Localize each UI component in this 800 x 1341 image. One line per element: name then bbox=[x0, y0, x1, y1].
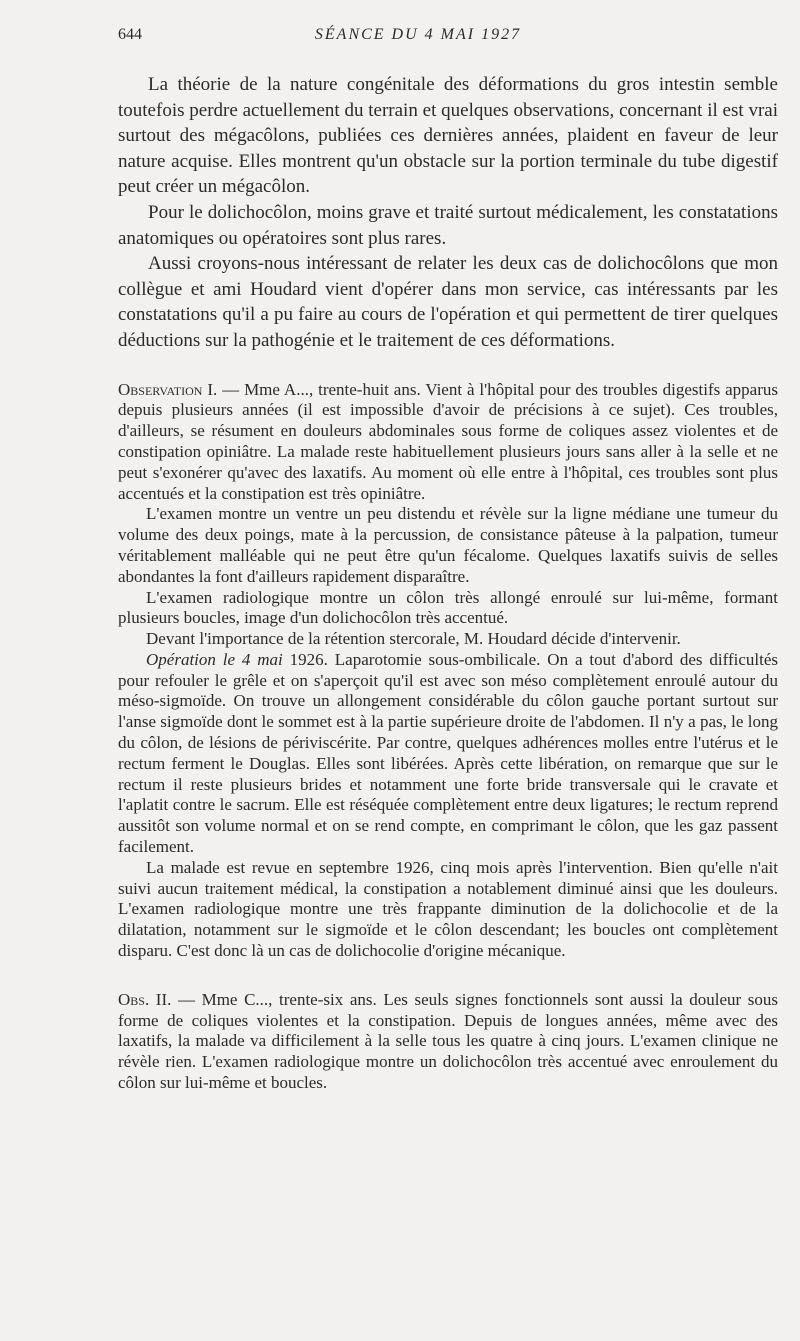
intro-paragraph: Pour le dolichocôlon, moins grave et traité surtout médicalement, les constatations anatomiques ou opératoires sont plus rares. bbox=[118, 201, 778, 249]
observation-2-label: Obs. II. bbox=[118, 989, 172, 1009]
observation-paragraph: La malade est revue en septembre 1926, cinq mois après l'intervention. Bien qu'elle n'ait suivi aucun traitement médical, la constipation a notablement diminué ainsi que les douleurs. L'examen radiologique montre une très frappante diminution de la dolichocolie et de la dilatation, notamment sur le sigmoïde et le côlon descendant; les boucles ont complètement disparu. C'est donc là un cas de dolichocolie d'origine mécanique. bbox=[118, 857, 778, 961]
introduction bbox=[118, 72, 778, 354]
observation-1-intro bbox=[118, 380, 778, 505]
intro-paragraph: La théorie de la nature congénitale des déformations du gros intestin semble toutefois perdre actuellement du terrain et quelques observations, concernant il est vrai surtout des mégacôlons, publiées ces dernières années, plaident en faveur de leur nature acquise. Elles montrent qu'un obstacle sur la portion terminale du tube digestif peut créer un mégacôlon. bbox=[118, 74, 778, 198]
observation-1-label: Observation I. bbox=[118, 379, 218, 399]
running-head: SÉANCE DU 4 MAI 1927 bbox=[314, 26, 522, 43]
page-header bbox=[118, 26, 718, 50]
observation-2 bbox=[118, 990, 778, 1094]
observation-paragraph: Devant l'importance de la rétention stercorale, M. Houdard décide d'intervenir. bbox=[146, 629, 681, 649]
operation-paragraph bbox=[118, 650, 778, 858]
observation-2-paragraph bbox=[118, 990, 778, 1094]
operation-text: 1926. Laparotomie sous-ombilicale. On a tout d'abord des difficultés pour refouler le grêle et on s'aperçoit qu'il est avec son méso complètement enroulé autour du méso-sigmoïde. On trouve un allongement considérable du côlon gauche portant surtout sur l'anse sigmoïde dont le sommet est à la partie supérieure droite de l'abdomen. Il n'y a pas, le long du côlon, de lésions de périviscérite. Par contre, quelques adhérences molles entre l'utérus et le rectum ferment le Douglas. Elles sont libérées. Après cette libération, on remarque que sur le rectum il reste plusieurs brides et notamment une forte bride transversale qui le cravate et l'aplatit contre le sacrum. Elle est réséquée complètement entre deux ligatures; le rectum reprend aussitôt son volume normal et on se rend compte, en comprimant le côlon, que les gaz passent facilement. bbox=[118, 649, 779, 857]
operation-label: Opération le 4 mai bbox=[146, 649, 283, 669]
observation-1-intro-text: — Mme A..., trente-huit ans. Vient à l'hôpital pour des troubles digestifs apparus depuis plusieurs années (il est impossible d'avoir de précisions à ce sujet). Ces troubles, d'ailleurs, se résument en douleurs abdominales sous forme de coliques assez violentes et de constipation opiniâtre. La malade reste habituellement plusieurs jours sans aller à la selle et ne peut s'exonérer qu'avec des laxatifs. Au moment où elle entre à l'hôpital, ces troubles sont plus accentués et la constipation est très opiniâtre. bbox=[118, 379, 778, 503]
page-number: 644 bbox=[118, 26, 142, 43]
observation-2-text: — Mme C..., trente-six ans. Les seuls signes fonctionnels sont aussi la douleur sous forme de coliques violentes et la constipation. Depuis de longues années, même avec des laxatifs, la malade va difficilement à la selle tous les quatre à cinq jours. L'examen clinique ne révèle rien. L'examen radiologique montre un dolichocôlon très accentué avec enroulement du côlon sur lui-même et boucles. bbox=[118, 989, 779, 1093]
observation-paragraph: L'examen montre un ventre un peu distendu et révèle sur la ligne médiane une tumeur du volume des deux poings, mate à la percussion, de consistance pâteuse à la palpation, tumeur véritablement malléable qui ne peut être qu'un fécalome. Quelques laxatifs suivis de selles abondantes la font d'ailleurs rapidement disparaître. bbox=[118, 504, 778, 586]
observation-paragraph: L'examen radiologique montre un côlon très allongé enroulé sur lui-même, formant plusieurs boucles, image d'un dolichocôlon très accentué. bbox=[118, 587, 778, 628]
article-body bbox=[118, 72, 778, 1094]
observation-1 bbox=[118, 380, 778, 962]
intro-paragraph: Aussi croyons-nous intéressant de relater les deux cas de dolichocôlons que mon collègue et ami Houdard vient d'opérer dans mon service, cas intéressants par les constatations qu'il a pu faire au cours de l'opération et qui permettent de tirer quelques déductions sur la pathogénie et le traitement de ces déformations. bbox=[118, 253, 778, 351]
